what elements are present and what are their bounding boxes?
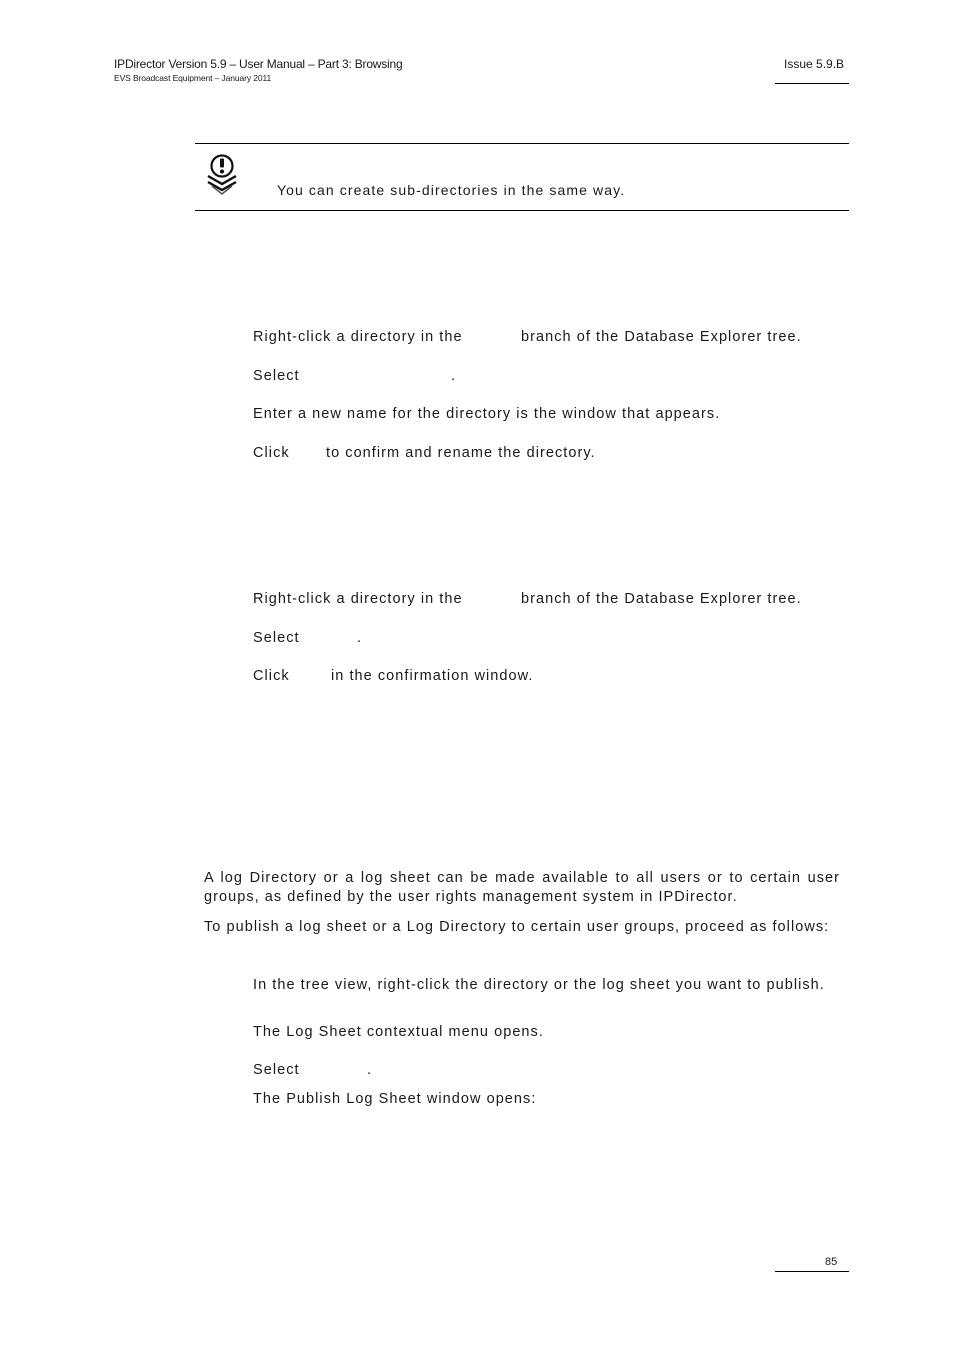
rename-step-4-text: Click xyxy=(253,445,290,461)
publish-step-2-result: The Publish Log Sheet window opens: xyxy=(253,1091,537,1107)
header-issue: Issue 5.9.B xyxy=(784,57,845,71)
publish-step-1-result: The Log Sheet contextual menu opens. xyxy=(253,1024,544,1040)
publish-step-2-text: Select xyxy=(253,1062,300,1078)
footer-rule xyxy=(775,1271,849,1272)
page-number: 85 xyxy=(825,1256,838,1268)
delete-step-3-text: Click xyxy=(253,668,290,684)
publish-intro-paragraph: A log Directory or a log sheet can be made available to all users or to certain user groups, as defined by the user rights management system in IPDirector. xyxy=(204,870,840,905)
delete-step-2-text: Select xyxy=(253,630,300,646)
rename-step-1-text-end: branch of the Database Explorer tree. xyxy=(521,329,802,345)
note-box xyxy=(195,143,849,211)
publish-step-1-text: In the tree view, right-click the directory or the log sheet you want to publish. xyxy=(253,977,825,993)
header-rule xyxy=(775,83,849,84)
rename-step-2-text-end: . xyxy=(451,368,457,384)
publish-proceed-paragraph: To publish a log sheet or a Log Directory to certain user groups, proceed as follows: xyxy=(204,919,830,935)
note-exclamation-icon xyxy=(204,153,240,197)
rename-step-4-text-end: to confirm and rename the directory. xyxy=(326,445,596,461)
delete-step-1-text: Right-click a directory in the xyxy=(253,591,463,607)
rename-step-2-text: Select xyxy=(253,368,300,384)
note-text: You can create sub-directories in the same way. xyxy=(277,182,626,198)
rename-step-3-text: Enter a new name for the directory is the window that appears. xyxy=(253,406,721,422)
delete-step-1-text-end: branch of the Database Explorer tree. xyxy=(521,591,802,607)
header-title: IPDirector Version 5.9 – User Manual – Part 3: Browsing xyxy=(114,57,403,71)
header-subtitle: EVS Broadcast Equipment – January 2011 xyxy=(114,73,272,83)
rename-step-1-text: Right-click a directory in the xyxy=(253,329,463,345)
publish-step-2-text-end: . xyxy=(367,1062,373,1078)
delete-step-2-text-end: . xyxy=(357,630,363,646)
delete-step-3-text-end: in the confirmation window. xyxy=(331,668,534,684)
